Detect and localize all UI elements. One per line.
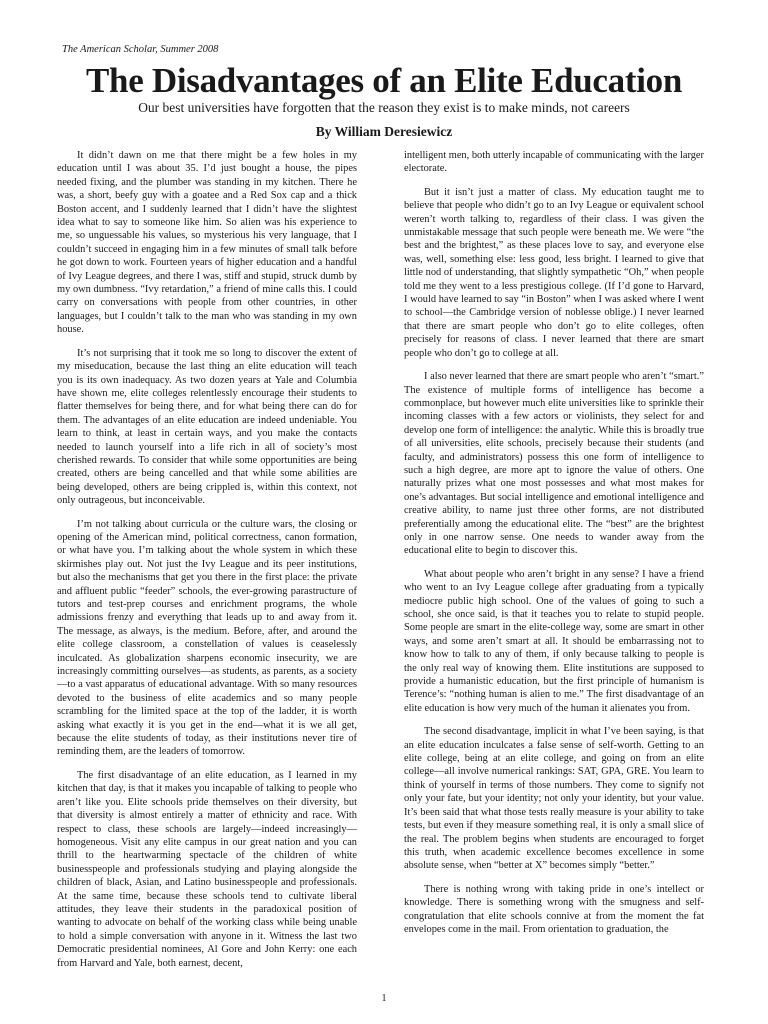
paragraph: The first disadvantage of an elite education, as I learned in my kitchen that day, is that it makes you incapable of talking to people who aren’t like you. Elite schools pride themselves on their diversity, but that diversity is almost entirely a matter of ethnicity and race. With respect to class, these schools are largely—indeed increasingly—homogeneous. Visit any elite campus in our great nation and you can thrill to the heartwarming spectacle of the children of white businesspeople and professionals studying and playing alongside the children of black, Asian, and Latino businesspeople and professionals. At the same time, because these schools tend to cultivate liberal attitudes, they leave their students in the paradoxical position of wanting to advocate on behalf of the working class while being unable to hold a simple conversation with anyone in it. Witness the last two Democratic presidential nominees, Al Gore and John Kerry: one each from Harvard and Yale, both earnest, decent,	[57, 769, 357, 969]
paragraph: There is nothing wrong with taking pride in one’s intellect or knowledge. There is something wrong with the smugness and self-congratulation that elite schools connive at from the moment the fat envelopes come in the mail. From orientation to graduation, the	[404, 883, 704, 935]
paragraph-continued: intelligent men, both utterly incapable of communicating with the larger electorate.	[404, 150, 704, 175]
paragraph: The second disadvantage, implicit in what I’ve been saying, is that an elite education inculcates a false sense of self-worth. Getting to an elite college, being at an elite college, and going on from an elite college—all involve numerical rankings: SAT, GPA, GRE. You learn to think of yourself in terms of those numbers. They come to signify not only your fate, but your identity; not only your identity, but your value. It’s been said that what those tests really measure is your ability to take tests, but even if they measure something real, it is only a small slice of the real. The problem begins when students are encouraged to forget this truth, when academic excellence becomes excellence in some absolute sense, when “better at X” becomes simply “better.”	[404, 726, 704, 872]
left-column	[57, 149, 357, 980]
article-title: The Disadvantages of an Elite Education	[85, 61, 682, 100]
paragraph: I also never learned that there are smart people who aren’t “smart.” The existence of multiple forms of intelligence has become a commonplace, but however much elite universities like to sprinkle their incoming classes with a few actors or violinists, they select for and develop one form of intelligence: the analytic. While this is broadly true of all universities, elite schools, precisely because their students (and faculty, and administrators) possess this one form of intelligence to such a high degree, are more apt to ignore the value of others. One naturally prizes what one most possesses and what most makes for one’s advantages. But social intelligence and emotional intelligence and creative ability, to name just three other forms, are not distributed preferentially among the educational elite. The “best” are the brightest only in one narrow sense. One needs to wander away from the educational elite to begin to discover this.	[404, 371, 704, 557]
journal-citation: The American Scholar, Summer 2008	[62, 44, 219, 55]
paragraph: What about people who aren’t bright in any sense? I have a friend who went to an Ivy League college after graduating from a typically mediocre public high school. One of the values of going to such a school, she once said, is that it teaches you to relate to stupid people. Some people are smart in the elite-college way, some are smart in other ways, and some aren’t smart at all. It should be embarrassing not to know how to talk to any of them, if only because talking to people is the only real way of knowing them. Elite institutions are supposed to provide a humanistic education, but the first principle of humanism is Terence’s: “nothing human is alien to me.” The first disadvantage of an elite education is how very much of the human it alienates you from.	[404, 568, 704, 714]
paragraph: But it isn’t just a matter of class. My education taught me to believe that people who didn’t go to an Ivy League or equivalent school weren’t worth talking to, regardless of their class. I was given the unmistakable message that such people were beneath me. We were “the best and the brightest,” as these places love to say, and everyone else was, well, something else: less good, less bright. I learned to give that little nod of understanding, that slightly sympathetic “Oh,” when people told me they went to a less prestigious college. (If I’d gone to Harvard, I would have learned to say “in Boston” when I was asked where I went to school—the Cambridge version of noblesse oblige.) I never learned that there are smart people who don’t go to elite colleges, often precisely for reasons of class. I never learned that there are smart people who don’t go to college at all.	[404, 186, 704, 359]
author-byline: By William Deresiewicz	[315, 124, 453, 139]
page-number: 1	[381, 993, 387, 1004]
right-column	[404, 149, 704, 946]
paragraph: I’m not talking about curricula or the culture wars, the closing or opening of the American mind, political correctness, canon formation, or what have you. I’m talking about the whole system in which these skirmishes play out. Not just the Ivy League and its peer institutions, but also the mechanisms that get you there in the first place: the private and affluent public “feeder” schools, the ever-growing parastructure of tutors and test-prep courses and enrichment programs, the whole admissions frenzy and everything that leads up to and away from it. The message, as always, is the medium. Before, after, and around the elite college classroom, a constellation of values is ceaselessly inculcated. As globalization sharpens economic insecurity, we are increasingly committing ourselves—as students, as parents, as a society—to a vast apparatus of educational advantage. With so many resources devoted to the business of elite academics and so many people scrambling for the limited space at the top of the ladder, it is worth asking what exactly it is you get in the end—what it is we all get, because the elite students of today, as their institutions never tire of reminding them, are the leaders of tomorrow.	[57, 518, 357, 758]
paragraph: It didn’t dawn on me that there might be a few holes in my education until I was about 35. I’d just bought a house, the pipes needed fixing, and the plumber was standing in my kitchen. There he was, a short, beefy guy with a goatee and a Red Sox cap and a thick Boston accent, and I suddenly learned that I didn’t have the slightest idea what to say to someone like him. So alien was his experience to me, so unguessable his values, so mysterious his very language, that I couldn’t succeed in engaging him in a few minutes of small talk before he got down to work. Fourteen years of higher education and a handful of Ivy League degrees, and there I was, stiff and stupid, struck dumb by my own dumbness. “Ivy retardation,” a friend of mine calls this. I could carry on conversations with people from other countries, in other languages, but I couldn’t talk to the man who was standing in my own house.	[57, 150, 357, 336]
article-subtitle: Our best universities have forgotten that the reason they exist is to make minds, not careers	[138, 100, 630, 115]
paragraph: It’s not surprising that it took me so long to discover the extent of my miseducation, because the last thing an elite education will teach you is its own inadequacy. As two dozen years at Yale and Columbia have shown me, elite colleges relentlessly encourage their students to flatter themselves for being there, and for what being there can do for them. The advantages of an elite education are indeed undeniable. You learn to think, at least in certain ways, and you make the contacts needed to launch yourself into a life rich in all of society’s most cherished rewards. To consider that while some opportunities are being created, others are being cancelled and that while some abilities are being developed, others are being crippled is, within this context, not only outrageous, but inconceivable.	[57, 347, 357, 507]
